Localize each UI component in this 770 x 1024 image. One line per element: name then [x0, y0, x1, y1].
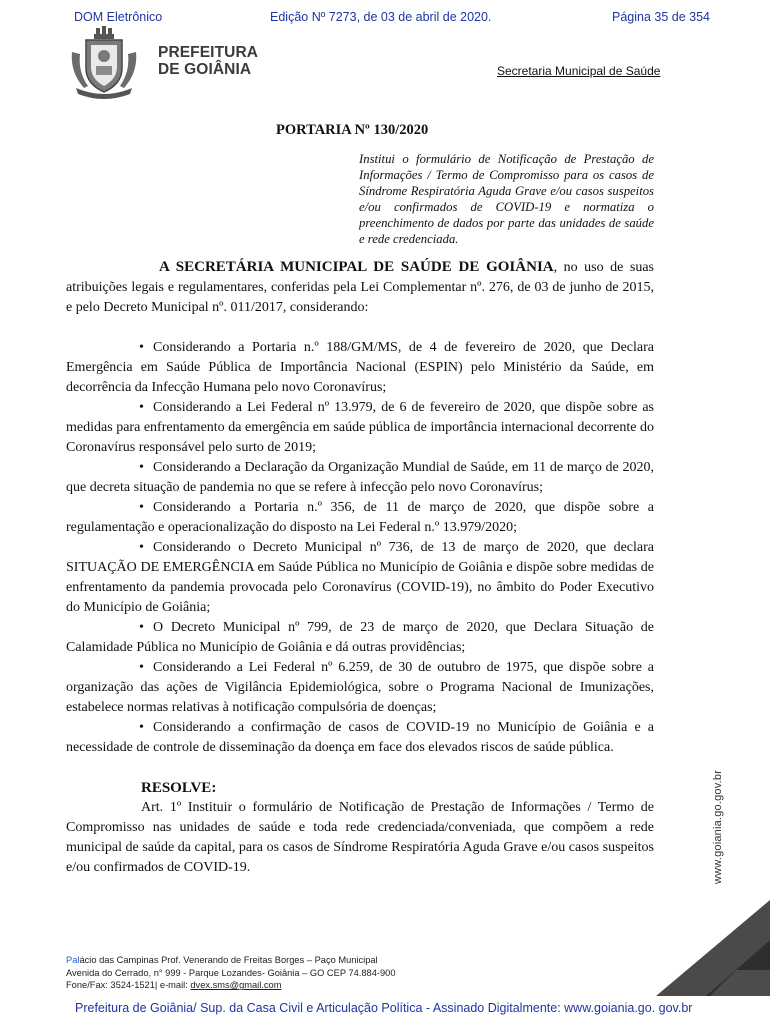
document-body [66, 257, 654, 878]
considerando-item: • Considerando a Lei Federal nº 6.259, de 30 de outubro de 1975, que dispõe sobre a organização das ações de Vigilância Epidemiológica, sobre o Programa Nacional de Imunizações, estabelece normas relativas à notificação compulsória de doenças; [66, 660, 654, 715]
considerando-item: • O Decreto Municipal nº 799, de 23 de março de 2020, que Declara Situação de Calamidade Pública no Município de Goiânia e dá outras providências; [66, 620, 654, 655]
ementa: Institui o formulário de Notificação de Prestação de Informações / Termo de Compromisso para os casos de Síndrome Respiratória Aguda Grave e/ou casos suspeitos e/ou confirmados de COVID-19 e normatiza o preenchimento de dados por parte das unidades de saúde e rede credenciada. [359, 152, 654, 246]
corner-decoration [636, 900, 770, 996]
considerando-item: • Considerando o Decreto Municipal nº 736, de 13 de março de 2020, que declara SITUAÇÃO DE EMERGÊNCIA em Saúde Pública no Município de Goiânia e dispõe sobre medidas de enfrentamento da pandemia provocada pelo Coronavírus (COVID-19), no âmbito do Poder Executivo do Município de Goiânia; [66, 540, 654, 615]
document-body-clip [66, 257, 655, 917]
bullet-icon: • [139, 620, 144, 635]
contact-line: Fone/Fax: 3524-1521| e-mail: dvex.sms@gmail.com [66, 980, 282, 991]
bullet-icon: • [139, 540, 144, 555]
secretaria-heading: Secretaria Municipal de Saúde [497, 64, 661, 78]
considerando-item: • Considerando a confirmação de casos de COVID-19 no Município de Goiânia e a necessidade de controle de disseminação da doença em face dos elevados riscos de saúde pública. [66, 720, 654, 755]
article-1: Art. 1º Instituir o formulário de Notificação de Prestação de Informações / Termo de Compromisso nas unidades de saúde e toda rede credenciada/conveniada, que compõem a rede municipal de saúde da capital, para os casos de Síndrome Respiratória Aguda Grave e/ou casos suspeitos e/ou confirmados de COVID-19. [66, 800, 654, 875]
edition-date: Edição Nº 7273, de 03 de abril de 2020. [270, 10, 492, 24]
intro-paragraph [66, 257, 654, 318]
address-line-2: Avenida do Cerrado, n° 999 - Parque Lozandes- Goiânia – GO CEP 74.884-900 [66, 967, 396, 978]
side-website-url: www.goiania.go.gov.br [712, 769, 724, 884]
footer-address [66, 954, 396, 992]
brand-prefeitura: PREFEITURA [158, 44, 259, 61]
bullet-icon: • [139, 660, 144, 675]
signature-footer [0, 998, 770, 1024]
intro-lead: A SECRETÁRIA MUNICIPAL DE SAÚDE DE GOIÂNIA [159, 259, 554, 275]
resolve-heading: RESOLVE: [141, 780, 217, 796]
bullet-icon: • [139, 400, 144, 415]
bullet-icon: • [139, 720, 144, 735]
address-line-1: Palácio das Campinas Prof. Venerando de Freitas Borges – Paço Municipal [66, 955, 378, 965]
intro-rest: , no uso de suas atribuições legais e regulamentares, conferidas pela Lei Complementar nº. 276, de 03 de junho de 2015, e pelo Decreto Municipal nº. 011/2017, considerando: [66, 260, 655, 315]
email-link[interactable]: dvex.sms@gmail.com [190, 980, 282, 991]
considerando-item: • Considerando a Declaração da Organização Mundial de Saúde, em 11 de março de 2020, que decreta situação de pandemia no que se refere à infecção pelo novo Coronavírus; [66, 460, 654, 495]
considerando-item: • Considerando a Portaria n.º 356, de 11 de março de 2020, que dispõe sobre a regulamentação e operacionalização do disposto na Lei Federal n.º 13.979/2020; [66, 500, 654, 535]
prefeitura-logo [66, 26, 266, 104]
page-number: Página 35 de 354 [612, 10, 711, 24]
brand-goiania: DE GOIÂNIA [158, 61, 252, 78]
portaria-title: PORTARIA Nº 130/2020 [276, 122, 429, 138]
considerando-item: • Considerando a Portaria n.º 188/GM/MS, de 4 de fevereiro de 2020, que Declara Emergência em Saúde Pública de Importância Nacional (ESPIN) pelo Ministério da Saúde, em decorrência da Infecção Humana pelo novo Coronavírus; [66, 340, 654, 395]
bullet-icon: • [139, 340, 144, 355]
bullet-icon: • [139, 460, 144, 475]
considerando-item: • Considerando a Lei Federal nº 13.979, de 6 de fevereiro de 2020, que dispõe sobre as medidas para enfrentamento da emergência em saúde pública de importância internacional decorrente do Coronavírus responsável pelo surto de 2019; [66, 400, 654, 455]
city-coat-of-arms-icon [66, 26, 158, 98]
considerandos-list [66, 338, 654, 758]
bullet-icon: • [139, 500, 144, 515]
publication-name: DOM Eletrônico [74, 10, 163, 24]
signature-text: Prefeitura de Goiânia/ Sup. da Casa Civil e Articulação Política - Assinado Digitalmente: www.goiania.go. gov.br [75, 1001, 693, 1015]
